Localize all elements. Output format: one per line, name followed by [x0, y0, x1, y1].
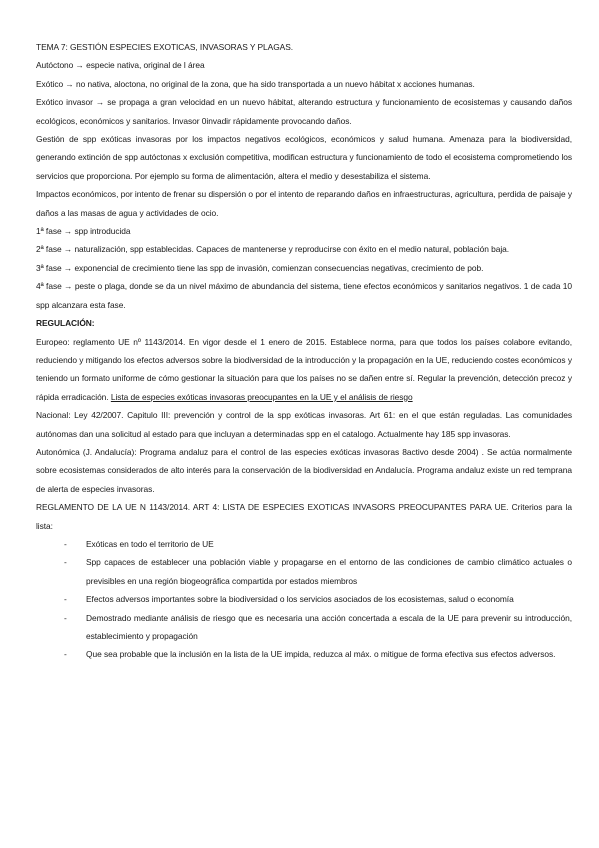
list-item-text: Demostrado mediante análisis de riesgo que es necesaria una acción concertada a escala de la UE para prevenir su introducción, establecimiento y propagación [86, 612, 572, 641]
europeo-underlined-text: Lista de especies exóticas invasoras preocupantes en la UE y el análisis de riesgo [110, 391, 413, 402]
europeo-paragraph [36, 333, 572, 407]
fase-2-paragraph: 2ª fase → naturalización, spp establecidas. Capaces de mantenerse y reproducirse con éxito en el medio natural, población baja. [36, 244, 510, 255]
nacional-paragraph: Nacional: Ley 42/2007. Capitulo III: prevención y control de la spp exóticas invasoras. Art 61: en el que están reguladas. Las comunidades autónomas dan una solicitud al estado para que incluyan a determinadas spp en el catalogo. Actualmente hay 185 spp invasoras. [36, 410, 572, 439]
list-item-text: Que sea probable que la inclusión en la lista de la UE impida, reduzca al máx. o mitigue de forma efectiva sus efectos adversos. [86, 649, 556, 660]
list-item [64, 553, 572, 590]
fase-3-paragraph: 3ª fase → exponencial de crecimiento tiene las spp de invasión, comienzan consecuencias negativas, crecimiento de pob. [36, 262, 484, 273]
list-item-text: Efectos adversos importantes sobre la biodiversidad o los servicios asociados de los ecosistemas, salud o economía [86, 594, 514, 605]
document-title: TEMA 7: GESTIÓN ESPECIES EXOTICAS, INVASORAS Y PLAGAS. [36, 42, 294, 52]
autonomica-paragraph: Autonómica (J. Andalucía): Programa andaluz para el control de las especies exóticas invasoras 8activo desde 2004) . Se actúa normalmente sobre ecosistemas considerados de alto interés para la conservación de la biodiversidad en Andalucía. Programa andaluz existe un red temprana de alerta de especies invasoras. [36, 446, 572, 494]
exotico-invasor-paragraph: Exótico invasor → se propaga a gran velocidad en un nuevo hábitat, alterando estructura y funcionamiento de ecosistemas y causando daños ecológicos, económicos y sanitarios. Invasor 0invadir rápidamente provocando daños. [36, 97, 572, 126]
autoctono-paragraph: Autóctono → especie nativa, original de l área [36, 60, 205, 71]
list-item-text: Exóticas en todo el territorio de UE [86, 538, 214, 549]
exotico-paragraph: Exótico → no nativa, aloctona, no original de la zona, que ha sido transportada a un nuevo hábitat x acciones humanas. [36, 78, 475, 89]
impactos-paragraph: Impactos económicos, por intento de frenar su dispersión o por el intento de reparando daños en infraestructuras, agricultura, perdida de paisaje y daños a las masas de agua y actividades de ocio. [36, 189, 572, 218]
list-item [64, 590, 572, 608]
list-item [64, 535, 572, 553]
reglamento-heading: REGLAMENTO DE LA UE N 1143/2014. ART 4: LISTA DE ESPECIES EXOTICAS INVASORS PREOCUPANTES PARA UE. Criterios para la lista: [36, 502, 572, 531]
bullet-dash: - [64, 649, 67, 660]
fase-4-paragraph: 4ª fase → peste o plaga, donde se da un nivel máximo de abundancia del sistema, tiene efectos económicos y sanitarios negativos. 1 de cada 10 spp alcanzara esta fase. [36, 281, 572, 310]
europeo-label: Europeo: [36, 336, 70, 347]
regulacion-heading: REGULACIÓN: [36, 318, 95, 329]
bullet-dash: - [64, 594, 67, 605]
bullet-dash: - [64, 538, 67, 549]
bullet-dash: - [64, 612, 67, 623]
gestion-paragraph: Gestión de spp exóticas invasoras por los impactos negativos ecológicos, económicos y salud humana. Amenaza para la biodiversidad, generando extinción de spp autóctonas x exclusión competitiva, modifican estructura y funcionamiento de todo el ecosistema comprometiendo los servicios que proporciona. Por ejemplo su forma de alimentación, altera el medio y desestabiliza el sistema. [36, 134, 572, 181]
list-item-text: Spp capaces de establecer una población viable y propagarse en el entorno de las condiciones de cambio climático actuales o previsibles en una región biogeográfica compartida por estados miembros [86, 557, 572, 586]
europeo-text: reglamento UE nº 1143/2014. En vigor desde el 1 enero de 2015. Establece norma, para que todos los países colabore evitando, reduciendo y mitigando los efectos adversos sobre la biodiversidad de la introducción y la propagación en la UE, reduciendo costes económicos y teniendo un formato uniforme de cómo gestionar la situación para que los países no se dañen entre sí. Regular la prevención, detección precoz y rápida erradicación. [36, 336, 572, 402]
fase-1-paragraph: 1ª fase → spp introducida [36, 226, 131, 237]
bullet-dash: - [64, 557, 67, 568]
criterios-list [36, 535, 572, 664]
list-item [64, 609, 572, 646]
list-item [64, 645, 572, 663]
